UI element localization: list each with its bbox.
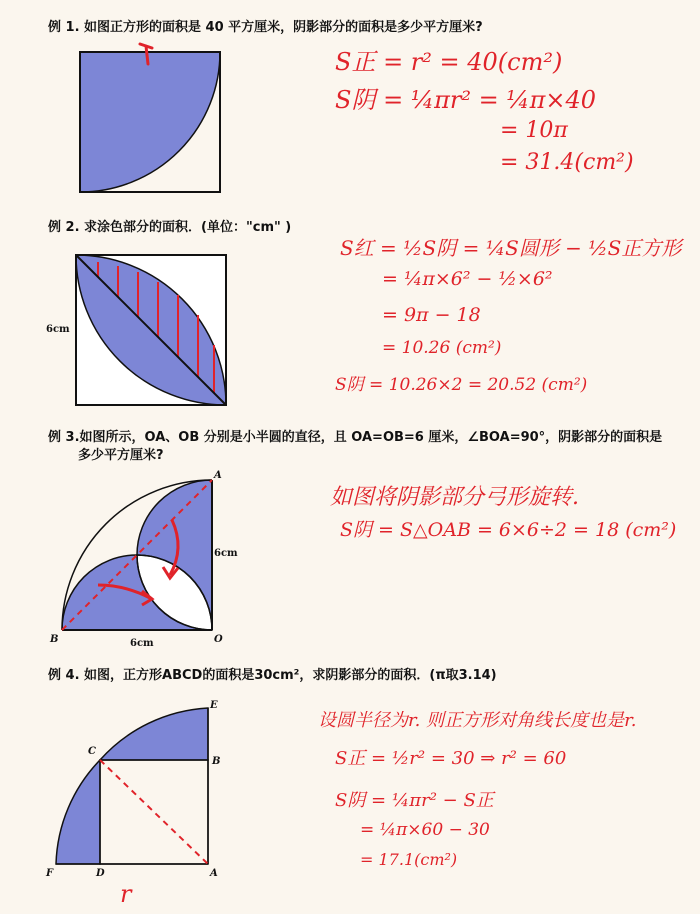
ex1-sol-2: S阴 = ¼πr² = ¼π×40 bbox=[335, 86, 596, 114]
ex1-sol-1: S正 = r² = 40(cm²) bbox=[335, 48, 563, 76]
ex4-label-f: F bbox=[46, 868, 54, 879]
ex4-label-e: E bbox=[210, 700, 218, 711]
ex2-sol-5: S阴 = 10.26×2 = 20.52 (cm²) bbox=[335, 375, 588, 395]
ex4-sol-2: S正 = ½r² = 30 ⇒ r² = 60 bbox=[335, 748, 567, 769]
ex4-label-a: A bbox=[210, 868, 218, 879]
ex4-label-c: C bbox=[88, 746, 96, 757]
ex4-label-r: r bbox=[120, 880, 132, 908]
ex3-question-line2: 多少平方厘米? bbox=[78, 448, 164, 463]
ex3-label-o: O bbox=[214, 634, 223, 645]
ex2-question: 例 2. 求涂色部分的面积．(单位："cm" ) bbox=[48, 220, 292, 235]
ex2-sol-1: S红 = ½S阴 = ¼S圆形 − ½S正方形 bbox=[340, 236, 682, 260]
ex1-sol-4: = 31.4(cm²) bbox=[500, 150, 634, 175]
ex4-sol-5: = 17.1(cm²) bbox=[360, 850, 458, 869]
ex1-sol-3: = 10π bbox=[500, 118, 568, 143]
ex3-sol-1: 如图将阴影部分弓形旋转. bbox=[330, 485, 579, 510]
ex3-label-bottom: 6cm bbox=[130, 638, 154, 649]
ex4-label-d: D bbox=[96, 868, 105, 879]
ex4-question: 例 4. 如图，正方形ABCD的面积是30cm²，求阴影部分的面积．(π取3.14) bbox=[48, 668, 497, 683]
ex4-sol-1: 设圆半径为r. 则正方形对角线长度也是r. bbox=[318, 710, 637, 731]
ex2-sol-4: = 10.26 (cm²) bbox=[382, 338, 502, 358]
ex4-label-b: B bbox=[212, 756, 221, 767]
ex4-sol-3: S阴 = ¼πr² − S正 bbox=[335, 790, 494, 811]
ex3-sol-2: S阴 = S△OAB = 6×6÷2 = 18 (cm²) bbox=[340, 519, 677, 541]
ex4-top-shade bbox=[100, 708, 208, 760]
ex2-side-label: 6cm bbox=[46, 324, 70, 335]
ex3-question-line1: 例 3.如图所示，OA、OB 分别是小半圆的直径，且 OA=OB=6 厘米，∠BOA=90°，阴影部分的面积是 bbox=[48, 430, 663, 445]
ex3-label-side: 6cm bbox=[214, 548, 238, 559]
ex4-left-shade bbox=[56, 760, 100, 864]
ex3-label-a: A bbox=[214, 470, 222, 481]
ex2-sol-3: = 9π − 18 bbox=[382, 304, 481, 326]
ex4-dashed-ca bbox=[100, 760, 208, 864]
ex2-sol-2: = ¼π×6² − ½×6² bbox=[382, 268, 553, 290]
ex4-sol-4: = ¼π×60 − 30 bbox=[360, 820, 490, 840]
ex1-question: 例 1. 如图正方形的面积是 40 平方厘米，阴影部分的面积是多少平方厘米? bbox=[48, 20, 483, 35]
ex3-label-b: B bbox=[50, 634, 59, 645]
